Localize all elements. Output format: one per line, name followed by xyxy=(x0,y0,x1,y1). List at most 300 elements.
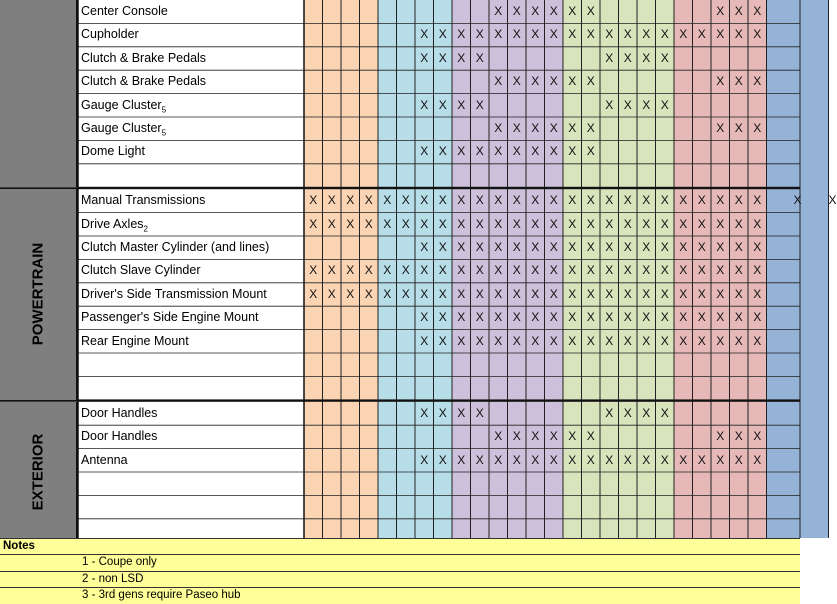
compat-mark: X xyxy=(660,263,669,278)
compat-mark: X xyxy=(531,216,540,231)
compat-mark: X xyxy=(605,27,614,42)
compat-mark: X xyxy=(475,286,484,301)
compat-mark: X xyxy=(697,310,706,325)
compat-mark: X xyxy=(828,193,837,208)
compat-mark: X xyxy=(420,216,429,231)
compat-mark: X xyxy=(309,193,318,208)
row-label xyxy=(78,449,304,472)
compat-mark: X xyxy=(549,74,558,89)
compat-mark: X xyxy=(623,405,632,420)
note-item xyxy=(0,554,800,570)
row-label xyxy=(78,164,304,187)
compat-mark: X xyxy=(457,240,466,254)
compat-mark: X xyxy=(642,452,651,467)
compat-mark: X xyxy=(753,286,762,301)
compat-mark: X xyxy=(586,240,595,254)
compat-mark: X xyxy=(660,97,669,112)
notes-title: Notes xyxy=(3,540,35,552)
compat-mark: X xyxy=(438,144,447,159)
compat-mark: X xyxy=(438,452,447,467)
compat-mark: X xyxy=(531,121,540,135)
compat-mark: X xyxy=(475,240,484,254)
row-label-text: Driver's Side Transmission Mount xyxy=(81,286,267,301)
compat-mark: X xyxy=(512,193,521,208)
compat-mark: X xyxy=(660,333,669,348)
compat-mark: X xyxy=(697,27,706,42)
compat-mark: X xyxy=(734,333,743,348)
compat-mark: X xyxy=(716,74,725,89)
row-label xyxy=(78,425,304,448)
compat-mark: X xyxy=(457,97,466,112)
compat-mark: X xyxy=(753,240,762,254)
compat-mark: X xyxy=(586,216,595,231)
compat-mark: X xyxy=(531,310,540,325)
compat-mark: X xyxy=(753,310,762,325)
compat-mark: X xyxy=(605,50,614,65)
compat-mark: X xyxy=(457,333,466,348)
compat-mark: X xyxy=(623,240,632,254)
compat-mark: X xyxy=(734,4,743,18)
compat-mark: X xyxy=(716,263,725,278)
row-label xyxy=(78,236,304,259)
compat-mark: X xyxy=(512,286,521,301)
compat-mark: X xyxy=(660,50,669,65)
compat-mark: X xyxy=(531,27,540,42)
compat-mark: X xyxy=(642,27,651,42)
compat-mark: X xyxy=(679,240,688,254)
compat-mark: X xyxy=(697,333,706,348)
compat-mark: X xyxy=(623,193,632,208)
compat-mark: X xyxy=(420,405,429,420)
compat-mark: X xyxy=(475,144,484,159)
compat-mark: X xyxy=(438,286,447,301)
compat-mark: X xyxy=(494,263,503,278)
compat-mark: X xyxy=(734,452,743,467)
compat-mark: X xyxy=(457,286,466,301)
compat-mark: X xyxy=(494,144,503,159)
compat-mark: X xyxy=(494,333,503,348)
compat-mark: X xyxy=(734,27,743,42)
compat-mark: X xyxy=(716,310,725,325)
row-label xyxy=(78,117,304,140)
compat-mark: X xyxy=(716,193,725,208)
compat-mark: X xyxy=(568,144,577,159)
compat-mark: X xyxy=(494,286,503,301)
row-label-text: Cupholder xyxy=(81,27,139,42)
compat-mark: X xyxy=(568,4,577,18)
compat-mark: X xyxy=(512,27,521,42)
compat-mark: X xyxy=(660,240,669,254)
section-header xyxy=(0,0,78,187)
compat-mark: X xyxy=(568,310,577,325)
compat-mark: X xyxy=(309,216,318,231)
compat-mark: X xyxy=(383,263,392,278)
compat-mark: X xyxy=(420,286,429,301)
row-label xyxy=(78,353,304,376)
compat-mark: X xyxy=(438,27,447,42)
compat-mark: X xyxy=(475,263,484,278)
compat-mark: X xyxy=(549,429,558,444)
compat-mark: X xyxy=(568,286,577,301)
compat-mark: X xyxy=(346,216,355,231)
compat-mark: X xyxy=(531,193,540,208)
compat-mark: X xyxy=(679,333,688,348)
compat-mark: X xyxy=(716,452,725,467)
compat-mark: X xyxy=(549,240,558,254)
compat-mark: X xyxy=(383,286,392,301)
section-header xyxy=(0,402,78,542)
row-label-text: Gauge Cluster xyxy=(81,97,162,112)
compat-mark: X xyxy=(438,263,447,278)
compat-mark: X xyxy=(568,74,577,89)
row-label xyxy=(78,259,304,282)
compat-mark: X xyxy=(549,286,558,301)
compat-mark: X xyxy=(494,121,503,135)
compat-mark: X xyxy=(753,121,762,135)
compat-mark: X xyxy=(605,263,614,278)
compat-mark: X xyxy=(716,333,725,348)
compat-mark: X xyxy=(420,50,429,65)
compat-mark: X xyxy=(660,27,669,42)
section-label: EXTERIOR xyxy=(29,433,47,511)
compat-mark: X xyxy=(420,263,429,278)
section-label: POWERTRAIN xyxy=(29,243,47,346)
compat-mark: X xyxy=(734,121,743,135)
row-label-text: Rear Engine Mount xyxy=(81,333,189,348)
row-label-text: Clutch & Brake Pedals xyxy=(81,74,207,89)
row-label-footnote: 2 xyxy=(143,224,148,234)
compat-mark: X xyxy=(586,286,595,301)
compat-mark: X xyxy=(457,193,466,208)
section-header xyxy=(0,189,78,400)
compat-mark: X xyxy=(475,27,484,42)
compat-mark: X xyxy=(586,74,595,89)
compat-mark: X xyxy=(438,97,447,112)
compat-mark: X xyxy=(549,4,558,18)
compat-mark: X xyxy=(642,310,651,325)
compat-mark: X xyxy=(327,263,336,278)
compat-mark: X xyxy=(494,240,503,254)
compat-mark: X xyxy=(549,27,558,42)
compat-mark: X xyxy=(346,193,355,208)
row-label xyxy=(78,213,304,236)
notes-title-row xyxy=(0,538,800,554)
compat-mark: X xyxy=(549,263,558,278)
compat-mark: X xyxy=(679,310,688,325)
column-fill xyxy=(767,0,829,538)
compat-mark: X xyxy=(457,144,466,159)
compat-mark: X xyxy=(586,121,595,135)
compat-mark: X xyxy=(679,216,688,231)
compat-mark: X xyxy=(697,216,706,231)
compat-mark: X xyxy=(383,193,392,208)
compat-mark: X xyxy=(531,333,540,348)
compat-mark: X xyxy=(494,193,503,208)
compat-mark: X xyxy=(420,97,429,112)
compat-mark: X xyxy=(512,429,521,444)
compat-mark: X xyxy=(679,193,688,208)
compat-mark: X xyxy=(568,240,577,254)
compat-mark: X xyxy=(697,286,706,301)
row-label xyxy=(78,402,304,425)
note-item xyxy=(0,571,800,587)
compat-mark: X xyxy=(401,263,410,278)
compat-mark: X xyxy=(494,4,503,18)
compat-mark: X xyxy=(327,216,336,231)
row-label-text: Antenna xyxy=(81,452,128,467)
row-label-text: Manual Transmissions xyxy=(81,193,206,208)
compat-mark: X xyxy=(586,452,595,467)
row-label xyxy=(78,306,304,329)
compat-mark: X xyxy=(457,50,466,65)
compat-mark: X xyxy=(734,74,743,89)
compat-mark: X xyxy=(586,263,595,278)
row-label xyxy=(78,283,304,306)
compat-mark: X xyxy=(605,193,614,208)
row-label xyxy=(78,0,304,23)
compat-mark: X xyxy=(697,263,706,278)
compat-mark: X xyxy=(512,240,521,254)
compat-mark: X xyxy=(531,429,540,444)
compat-mark: X xyxy=(420,240,429,254)
compat-mark: X xyxy=(605,333,614,348)
compat-mark: X xyxy=(475,405,484,420)
compat-mark: X xyxy=(753,74,762,89)
compat-mark: X xyxy=(475,193,484,208)
note-item-text: 1 - Coupe only xyxy=(82,556,157,568)
compat-mark: X xyxy=(549,452,558,467)
compat-mark: X xyxy=(642,333,651,348)
compat-mark: X xyxy=(734,310,743,325)
compat-mark: X xyxy=(679,286,688,301)
compat-mark: X xyxy=(586,333,595,348)
compat-mark: X xyxy=(531,452,540,467)
row-label-text: Clutch Slave Cylinder xyxy=(81,263,201,278)
compat-mark: X xyxy=(475,216,484,231)
compat-mark: X xyxy=(438,50,447,65)
compat-mark: X xyxy=(697,240,706,254)
compat-mark: X xyxy=(549,216,558,231)
compat-mark: X xyxy=(605,240,614,254)
compat-mark: X xyxy=(642,240,651,254)
compat-mark: X xyxy=(586,193,595,208)
compat-mark: X xyxy=(475,50,484,65)
compat-mark: X xyxy=(531,74,540,89)
compat-mark: X xyxy=(494,27,503,42)
compat-mark: X xyxy=(327,193,336,208)
compat-mark: X xyxy=(438,216,447,231)
compat-mark: X xyxy=(568,216,577,231)
compat-mark: X xyxy=(475,452,484,467)
compat-mark: X xyxy=(549,333,558,348)
compat-mark: X xyxy=(549,144,558,159)
compat-mark: X xyxy=(457,405,466,420)
compat-mark: X xyxy=(364,193,373,208)
compat-mark: X xyxy=(512,333,521,348)
compat-mark: X xyxy=(716,286,725,301)
compat-mark: X xyxy=(568,429,577,444)
compat-mark: X xyxy=(383,216,392,231)
compat-mark: X xyxy=(753,216,762,231)
row-label xyxy=(78,189,304,212)
compat-mark: X xyxy=(753,27,762,42)
row-label-text: Passenger's Side Engine Mount xyxy=(81,310,259,325)
row-label xyxy=(78,376,304,399)
compat-mark: X xyxy=(697,193,706,208)
compat-mark: X xyxy=(734,193,743,208)
compat-mark: X xyxy=(605,310,614,325)
compat-mark: X xyxy=(753,263,762,278)
compat-mark: X xyxy=(605,452,614,467)
row-label-text: Door Handles xyxy=(81,405,158,420)
compat-mark: X xyxy=(346,286,355,301)
compat-mark: X xyxy=(623,286,632,301)
compat-mark: X xyxy=(364,216,373,231)
compat-mark: X xyxy=(605,405,614,420)
compat-mark: X xyxy=(716,240,725,254)
compat-mark: X xyxy=(512,263,521,278)
compat-mark: X xyxy=(568,121,577,135)
row-label-footnote: 5 xyxy=(161,105,167,115)
compat-mark: X xyxy=(438,333,447,348)
compat-mark: X xyxy=(679,263,688,278)
compat-mark: X xyxy=(642,97,651,112)
compat-mark: X xyxy=(309,263,318,278)
compat-mark: X xyxy=(475,97,484,112)
compat-mark: X xyxy=(642,405,651,420)
compat-mark: X xyxy=(346,263,355,278)
compat-mark: X xyxy=(734,240,743,254)
row-label-text: Drive Axles xyxy=(81,216,144,231)
compat-mark: X xyxy=(327,286,336,301)
compat-mark: X xyxy=(512,216,521,231)
compat-mark: X xyxy=(605,216,614,231)
compat-mark: X xyxy=(549,121,558,135)
compat-mark: X xyxy=(793,193,802,208)
compat-mark: X xyxy=(660,286,669,301)
compat-mark: X xyxy=(494,310,503,325)
compat-mark: X xyxy=(660,405,669,420)
compat-mark: X xyxy=(494,429,503,444)
compat-mark: X xyxy=(605,286,614,301)
compat-mark: X xyxy=(716,216,725,231)
compat-mark: X xyxy=(586,27,595,42)
compat-mark: X xyxy=(716,27,725,42)
compat-mark: X xyxy=(531,286,540,301)
compat-mark: X xyxy=(623,452,632,467)
compat-mark: X xyxy=(716,4,725,18)
row-label-text: Gauge Cluster xyxy=(81,121,162,135)
compat-mark: X xyxy=(364,263,373,278)
compat-mark: X xyxy=(568,27,577,42)
compat-mark: X xyxy=(475,310,484,325)
compat-mark: X xyxy=(753,333,762,348)
compat-mark: X xyxy=(531,240,540,254)
compat-mark: X xyxy=(716,121,725,135)
compat-mark: X xyxy=(660,452,669,467)
compat-mark: X xyxy=(494,74,503,89)
compat-mark: X xyxy=(494,452,503,467)
compat-mark: X xyxy=(623,263,632,278)
compat-mark: X xyxy=(586,310,595,325)
compat-mark: X xyxy=(420,333,429,348)
compat-mark: X xyxy=(716,429,725,444)
compat-mark: X xyxy=(420,452,429,467)
compat-mark: X xyxy=(734,286,743,301)
compat-mark: X xyxy=(660,193,669,208)
compat-mark: X xyxy=(438,240,447,254)
compat-mark: X xyxy=(457,310,466,325)
row-label-text: Dome Light xyxy=(81,144,145,159)
compat-mark: X xyxy=(420,193,429,208)
compat-mark: X xyxy=(512,121,521,135)
row-label xyxy=(78,330,304,353)
compat-mark: X xyxy=(623,27,632,42)
compat-mark: X xyxy=(642,193,651,208)
row-label xyxy=(78,23,304,46)
compat-mark: X xyxy=(605,97,614,112)
compat-mark: X xyxy=(475,333,484,348)
compat-mark: X xyxy=(660,216,669,231)
notes-panel xyxy=(0,538,800,604)
note-item xyxy=(0,587,800,603)
compat-mark: X xyxy=(420,144,429,159)
compat-mark: X xyxy=(512,74,521,89)
compat-mark: X xyxy=(309,286,318,301)
compat-mark: X xyxy=(642,50,651,65)
compat-mark: X xyxy=(512,144,521,159)
compat-mark: X xyxy=(438,405,447,420)
compat-mark: X xyxy=(642,216,651,231)
compat-mark: X xyxy=(438,310,447,325)
compat-mark: X xyxy=(679,452,688,467)
compat-mark: X xyxy=(734,216,743,231)
row-label-text: Clutch Master Cylinder (and lines) xyxy=(81,240,270,254)
compat-mark: X xyxy=(586,4,595,18)
compat-mark: X xyxy=(734,429,743,444)
compat-mark: X xyxy=(623,97,632,112)
compat-mark: X xyxy=(494,216,503,231)
note-item-text: 3 - 3rd gens require Paseo hub xyxy=(82,589,241,601)
compat-mark: X xyxy=(568,193,577,208)
row-label-footnote: 5 xyxy=(161,128,167,138)
compat-mark: X xyxy=(364,286,373,301)
note-item-text: 2 - non LSD xyxy=(82,573,144,585)
compat-mark: X xyxy=(512,4,521,18)
compat-mark: X xyxy=(420,310,429,325)
compat-mark: X xyxy=(512,452,521,467)
compat-mark: X xyxy=(438,193,447,208)
compat-mark: X xyxy=(623,333,632,348)
compat-mark: X xyxy=(753,429,762,444)
compat-mark: X xyxy=(568,333,577,348)
compat-mark: X xyxy=(401,193,410,208)
row-label xyxy=(78,94,304,117)
compat-mark: X xyxy=(623,216,632,231)
row-label xyxy=(78,47,304,70)
compat-mark: X xyxy=(457,263,466,278)
row-label xyxy=(78,472,304,495)
row-label-text: Door Handles xyxy=(81,429,158,444)
compat-mark: X xyxy=(697,452,706,467)
compat-mark: X xyxy=(512,310,521,325)
compat-mark: X xyxy=(660,310,669,325)
row-label xyxy=(78,495,304,518)
compat-mark: X xyxy=(642,263,651,278)
compat-mark: X xyxy=(734,263,743,278)
compat-mark: X xyxy=(457,216,466,231)
compat-mark: X xyxy=(753,4,762,18)
